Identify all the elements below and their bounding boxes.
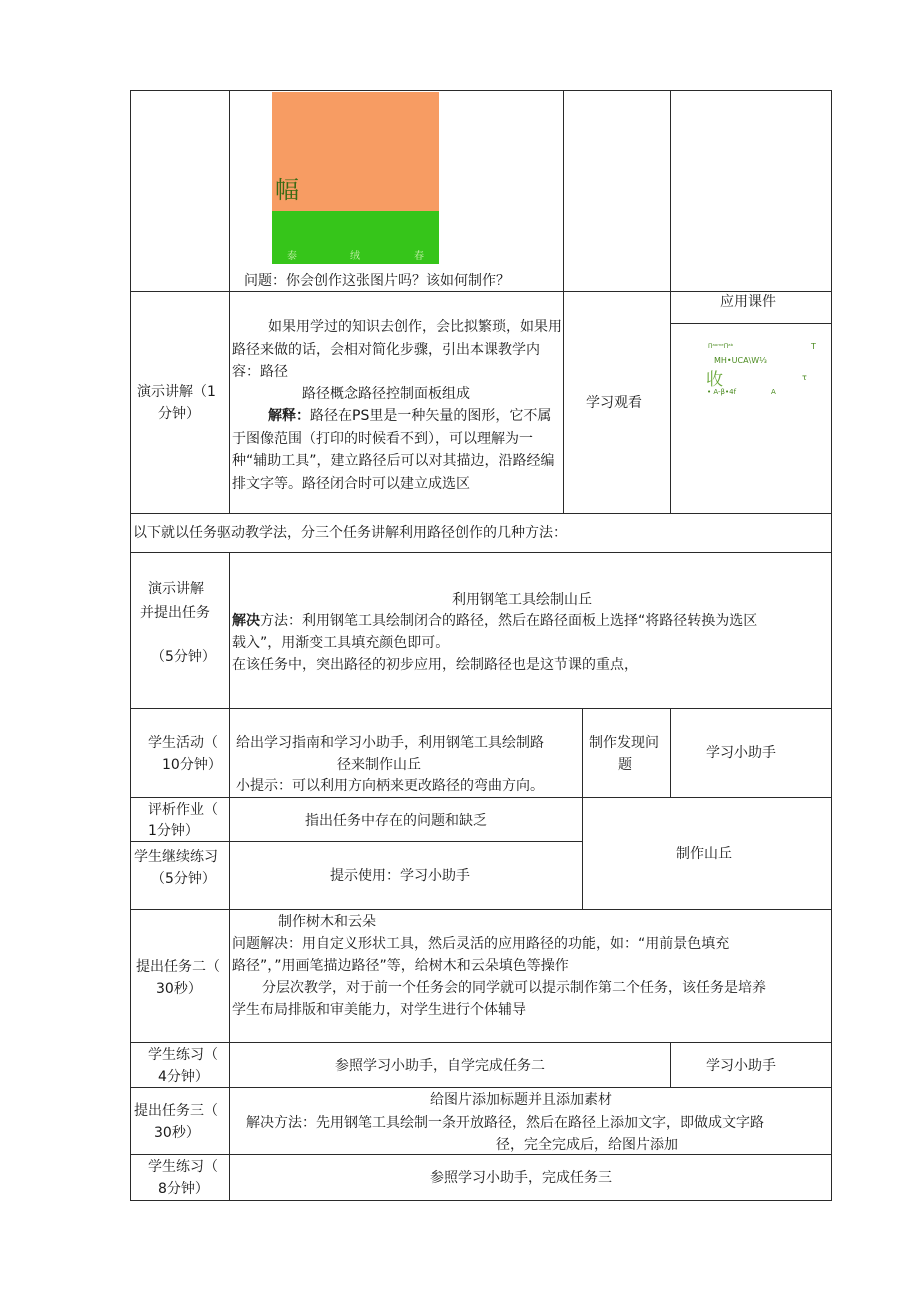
row-label: 8分钟） (158, 1181, 209, 1197)
image-label: 春 (414, 251, 424, 262)
activity-line: 给出学习指南和学习小助手，利用钢笔工具绘制路 (236, 735, 544, 751)
row-label: 10分钟） (162, 757, 222, 773)
intro-paragraph: 如果用学过的知识去创作，会比拟繁琐，如果用路径来做的话，会相对简化步骤，引出本课教学内容：路径 (232, 319, 562, 380)
thumb-text: A (771, 388, 776, 396)
explain-text: 路径在PS里是一种矢量的图形，它不属于图像范围（打印的时候看不到），可以理解为一种“辅助工具”，建立路径后可以对其描边，沿路经编排文字等。路径闭合时可以建立成选区 (232, 408, 555, 492)
thumb-text: MH•UCA\W⅓ (714, 356, 767, 365)
task2-line: 路径”，”用画笔描边路径”等，给树木和云朵填色等操作 (232, 958, 569, 974)
task1-solve-line (232, 610, 757, 632)
row-label: 30秒） (154, 1125, 200, 1141)
row-label: 演示讲解 (148, 581, 204, 597)
row-label: 评析作业（ (148, 802, 218, 818)
row-label: 学生练习（ (148, 1159, 218, 1175)
task3-title: 给图片添加标题并且添加素材 (430, 1092, 612, 1108)
row-label: 分钟） (158, 406, 200, 422)
task2-line: 学生布局排版和审美能力，对学生进行个体辅导 (232, 1002, 526, 1018)
concept-line: 路径概念路径控制面板组成 (302, 386, 470, 402)
task1-title: 利用钢笔工具绘制山丘 (452, 592, 592, 608)
activity-line: 径来制作山丘 (337, 757, 421, 773)
thumb-text: • A-β•4f (707, 388, 737, 396)
task3-line: 径，完全完成后，给图片添加 (496, 1137, 678, 1153)
practice2-content: 参照学习小助手，完成任务三 (430, 1170, 612, 1186)
row-label: 学生练习（ (148, 1047, 218, 1063)
practice1-resource: 学习小助手 (706, 1058, 776, 1074)
row-label: 1分钟） (148, 823, 199, 839)
activity-resource: 学习小助手 (706, 745, 776, 761)
task2-title: 制作树木和云朵 (278, 914, 376, 930)
row-label: 30秒） (156, 981, 202, 997)
task2-line: 分层次教学，对于前一个任务会的同学就可以提示制作第二个任务，该任务是培养 (262, 980, 766, 996)
task1-solve-line: 载入”，用渐变工具填充颜色即可。 (232, 635, 450, 651)
activity-student: 题 (618, 757, 632, 773)
continue-content: 提示使用：学习小助手 (330, 868, 470, 884)
practice1-content: 参照学习小助手，自学完成任务二 (335, 1058, 545, 1074)
banner-text: 以下就以任务驱动教学法，分三个任务讲解利用路径创作的几种方法： (133, 525, 567, 541)
row-label: 提出任务二（ (136, 959, 220, 975)
row-label: 学生活动（ (148, 735, 218, 751)
solve-text: 方法：利用钢笔工具绘制闭合的路径，然后在路径面板上选择“将路径转换为选区 (260, 613, 758, 629)
explain-label: 解释： (268, 408, 310, 424)
activity-hint: 小提示：可以利用方向柄来更改路径的弯曲方向。 (236, 778, 544, 794)
image-label: 泰 (287, 251, 297, 262)
merged-activity: 制作山丘 (676, 846, 732, 862)
activity-student: 制作发现问 (589, 735, 659, 751)
row-label: 演示讲解（1 (137, 384, 216, 400)
task2-line: 问题解决：用自定义形状工具，然后灵活的应用路径的功能，如：“用前景色填充 (232, 936, 730, 952)
thumb-text: 收 (706, 370, 723, 390)
student-activity: 学习观看 (586, 395, 642, 411)
explain-paragraph (232, 405, 562, 495)
row-label: 提出任务三（ (134, 1103, 218, 1119)
image-label: 绒 (350, 251, 360, 262)
image-title-char: 幅 (275, 176, 299, 204)
row-label: （5分钟） (151, 871, 216, 887)
row-label: 4分钟） (158, 1069, 209, 1085)
review-content: 指出任务中存在的问题和缺乏 (305, 813, 487, 829)
resource-title: 应用课件 (720, 294, 776, 310)
row-label: 并提出任务 (140, 605, 210, 621)
thumb-text: τ (802, 373, 807, 382)
question-text: 问题：你会创作这张图片吗？该如何制作？ (244, 273, 510, 289)
row-label: （5分钟） (151, 649, 216, 665)
task1-note: 在该任务中，突出路径的初步应用，绘制路径也是这节课的重点， (232, 657, 638, 673)
thumb-text: ΠᵃᵒʳⁿᵉΠᵃᵇ (708, 343, 734, 350)
solve-label: 解决 (232, 613, 260, 629)
thumb-text: T (811, 342, 816, 351)
task3-line: 解决方法：先用钢笔工具绘制一条开放路径，然后在路径上添加文字，即做成文字路 (246, 1115, 764, 1131)
row-label: 学生继续练习 (134, 849, 218, 865)
